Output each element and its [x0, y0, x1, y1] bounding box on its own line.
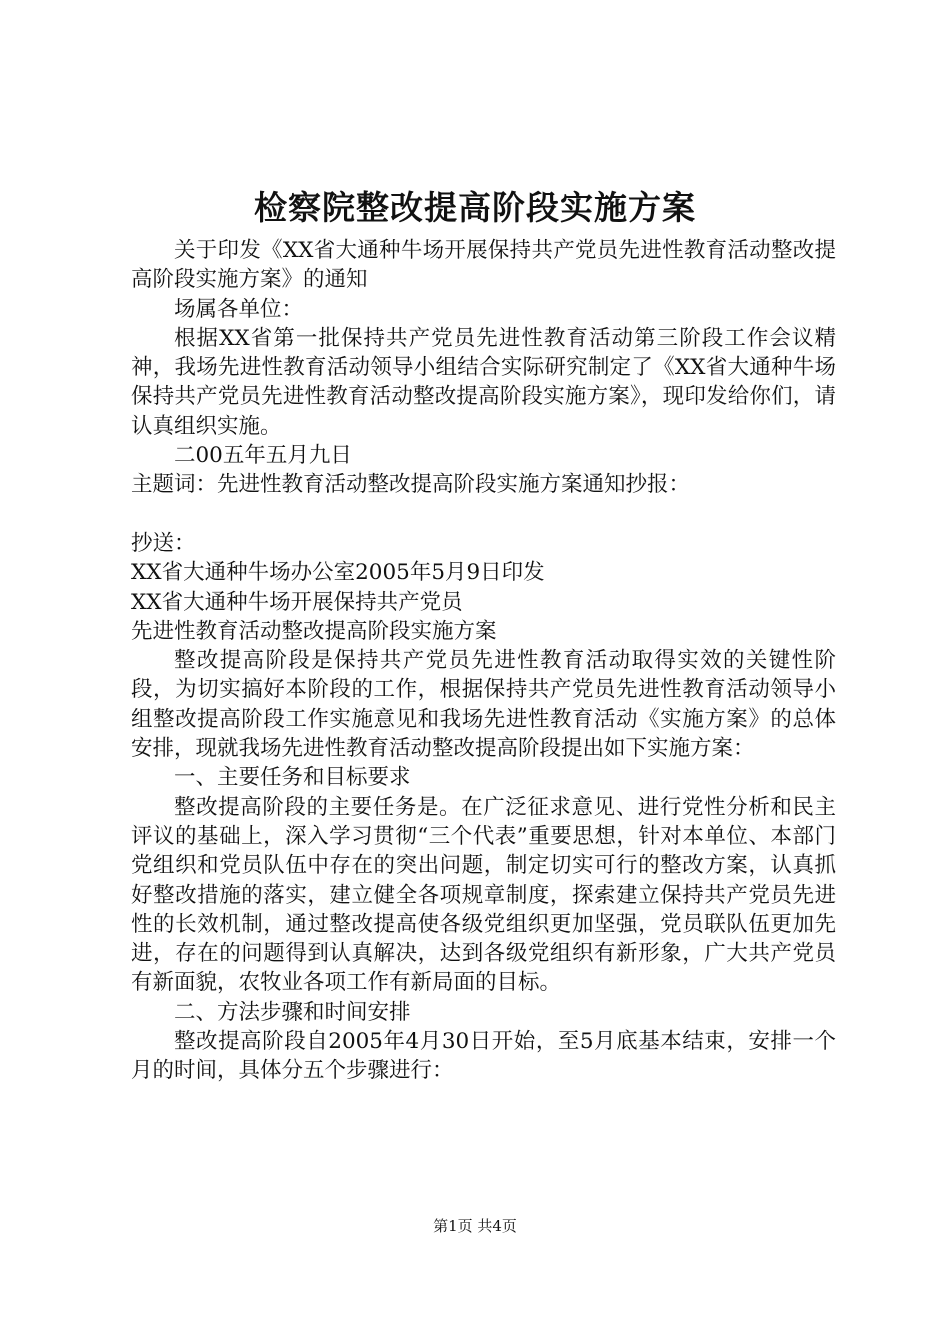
notice-body: 根据XX省第一批保持共产党员先进性教育活动第三阶段工作会议精神，我场先进性教育活动领导小组结合实际研究制定了《XX省大通种牛场保持共产党员先进性教育活动整改提高阶段实施方案》，现印发给你们，请认真组织实施。: [131, 325, 836, 439]
section-heading-2: 二、方法步骤和时间安排: [174, 999, 411, 1025]
salutation: 场属各单位：: [174, 296, 304, 322]
page-number-footer: 第1页 共4页: [433, 1217, 517, 1235]
plan-intro: 整改提高阶段是保持共产党员先进性教育活动取得实效的关键性阶段，为切实搞好本阶段的工作，根据保持共产党员先进性教育活动领导小组整改提高阶段工作实施意见和我场先进性教育活动《实施方案》的总体安排，现就我场先进性教育活动整改提高阶段提出如下实施方案：: [131, 648, 836, 762]
plan-title-line-1: XX省大通种牛场开展保持共产党员: [131, 589, 463, 615]
issued-line: XX省大通种牛场办公室2005年5月9日印发: [131, 560, 545, 586]
section-2-body: 整改提高阶段自2005年4月30日开始，至5月底基本结束，安排一个月的时间，具体分五个步骤进行：: [131, 1029, 836, 1084]
notice-heading: 关于印发《XX省大通种牛场开展保持共产党员先进性教育活动整改提高阶段实施方案》的通知: [131, 238, 836, 293]
section-1-body: 整改提高阶段的主要任务是。在广泛征求意见、进行党性分析和民主评议的基础上，深入学习贯彻“三个代表”重要思想，针对本单位、本部门党组织和党员队伍中存在的突出问题，制定切实可行的整改方案，认真抓好整改措施的落实，建立健全各项规章制度，探索建立保持共产党员先进性的长效机制，通过整改提高使各级党组织更加坚强，党员联队伍更加先进，存在的问题得到认真解决，达到各级党组织有新形象，广大共产党员有新面貌，农牧业各项工作有新局面的目标。: [131, 794, 836, 996]
cc-label: 抄送：: [131, 530, 196, 556]
section-heading-1: 一、主要任务和目标要求: [174, 765, 411, 791]
document-body: [131, 236, 836, 1086]
plan-title-line-2: 先进性教育活动整改提高阶段实施方案: [131, 618, 497, 644]
notice-date: 二00五年五月九日: [174, 443, 352, 469]
blank-line: [131, 500, 836, 529]
document-title: 检察院整改提高阶段实施方案: [254, 188, 696, 227]
subject-words: 主题词：先进性教育活动整改提高阶段实施方案通知抄报：: [131, 472, 691, 498]
